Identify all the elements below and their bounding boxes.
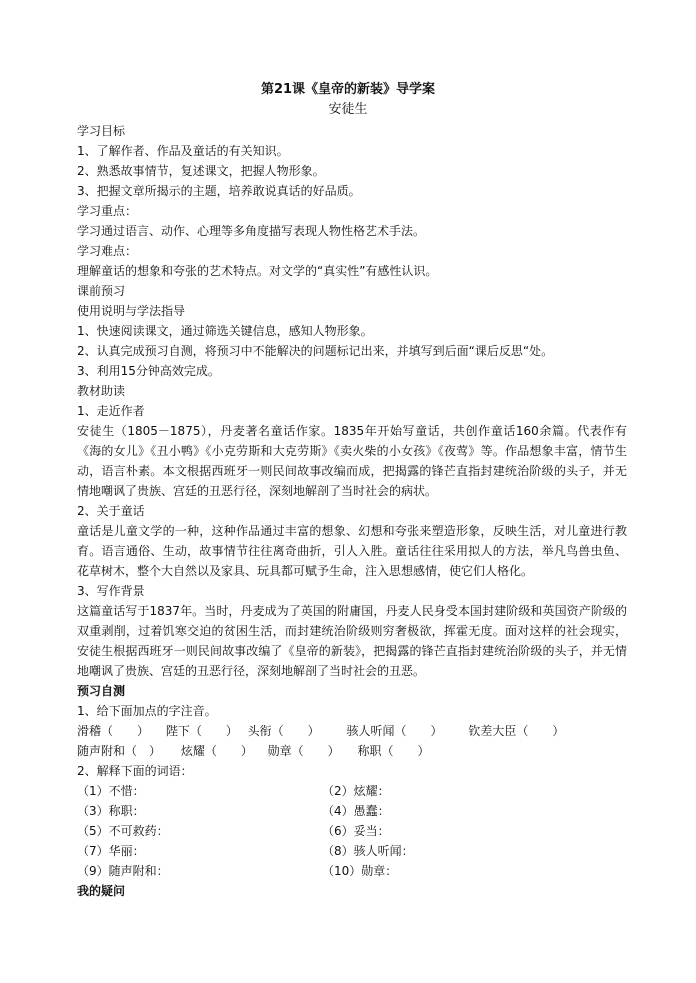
vocab-item: （10）勋章： [322,864,398,878]
questions-heading: 我的疑问 [77,884,126,898]
vocab-item: （9）随声附和： [77,864,169,878]
vocab-item: （1）不惜： [77,784,145,798]
pinyin-item: 称职（ ） [357,744,430,758]
question-2: 2、解释下面的词语： [77,764,193,778]
fairy-text: 童话是儿童文学的一种，这种作品通过丰富的想象、幻想和夸张来塑造形象，反映生活，对儿童进行教育。语言通俗、生动，故事情节往往离奇曲折，引人入胜。童话往往采用拟人的方法，举凡鸟兽虫鱼、花草树木，整个大自然以及家具、玩具都可赋予生命，注入思想感情，使它们人格化。 [77,524,627,578]
background-heading: 3、写作背景 [77,584,145,598]
difficult-heading: 学习难点： [77,244,138,258]
vocab-item: （7）华丽： [77,844,145,858]
goal-item: 1、了解作者、作品及童话的有关知识。 [77,144,289,158]
difficult-text: 理解童话的想象和夸张的艺术特点。对文学的“真实性”有感性认识。 [77,264,438,278]
pinyin-row [77,741,627,761]
vocab-item: （2）炫耀： [322,784,390,798]
vocab-item: （8）骇人听闻： [322,844,414,858]
fairy-heading: 2、关于童话 [77,504,145,518]
background-text: 这篇童话写于1837年。当时，丹麦成为了英国的附庸国，丹麦人民身受本国封建阶级和英国资产阶级的双重剥削，过着饥寒交迫的贫困生活，而封建统治阶级则穷奢极欲，挥霍无度。面对这样的社会现实，安徒生根据西班牙一则民间故事改编了《皇帝的新装》，把揭露的锋芒直指封建统治阶级的头子，并无情地嘲讽了贵族、宫廷的丑恶行径，深刻地解剖了当时社会的丑恶。 [77,604,627,678]
pinyin-item: 钦差大臣（ ） [468,724,565,738]
author-name: 安徒生 [328,102,368,117]
pinyin-item: 炫耀（ ） [180,744,253,758]
vocab-item: （6）妥当： [322,824,390,838]
goals-heading: 学习目标 [77,124,126,138]
usage-item: 2、认真完成预习自测，将预习中不能解决的问题标记出来，并填写到后面“课后反思“处。 [77,344,554,358]
usage-item: 3、利用15分钟高效完成。 [77,364,220,378]
goal-item: 2、熟悉故事情节，复述课文，把握人物形象。 [77,164,325,178]
key-text: 学习通过语言、动作、心理等多角度描写表现人物性格艺术手法。 [77,224,426,238]
vocab-item: （3）称职： [77,804,145,818]
vocab-row [77,821,627,841]
pinyin-item: 滑稽（ ） [77,724,150,738]
test-heading: 预习自测 [77,684,126,698]
author-section-text: 安徒生（1805－1875），丹麦著名童话作家。1835年开始写童话，共创作童话160余篇。代表作有《海的女儿》《丑小鸭》《小克劳斯和大克劳斯》《卖火柴的小女孩》《夜莺》等。作品想象丰富，情节生动，语言朴素。本文根据西班牙一则民间故事改编而成，把揭露的锋芒直指封建统治阶级的头子，并无情地嘲讽了贵族、宫廷的丑恶行径，深刻地解剖了当时社会的病状。 [77,424,627,498]
pinyin-item: 陛下（ ） [165,724,238,738]
key-heading: 学习重点： [77,204,138,218]
vocab-row [77,781,627,801]
preview-heading: 课前预习 [77,284,126,298]
question-1: 1、给下面加点的字注音。 [77,704,217,718]
goal-item: 3、把握文章所揭示的主题，培养敢说真话的好品质。 [77,184,361,198]
pinyin-item: 头衔（ ） [247,724,320,738]
pinyin-item: 随声附和（ ） [77,744,162,758]
vocab-row [77,801,627,821]
usage-item: 1、快速阅读课文，通过筛选关键信息，感知人物形象。 [77,324,373,338]
help-heading: 教材助读 [77,384,126,398]
vocab-item: （4）愚蠢： [322,804,390,818]
vocab-row [77,841,627,861]
author-section-heading: 1、走近作者 [77,404,145,418]
pinyin-row [77,721,627,741]
usage-heading: 使用说明与学法指导 [77,304,186,318]
pinyin-item: 勋章（ ） [267,744,340,758]
vocab-item: （5）不可救药： [77,824,169,838]
page-title: 第21课《皇帝的新装》导学案 [260,82,436,97]
vocab-row [77,861,627,881]
document-body [77,121,627,901]
pinyin-item: 骇人听闻（ ） [346,724,443,738]
